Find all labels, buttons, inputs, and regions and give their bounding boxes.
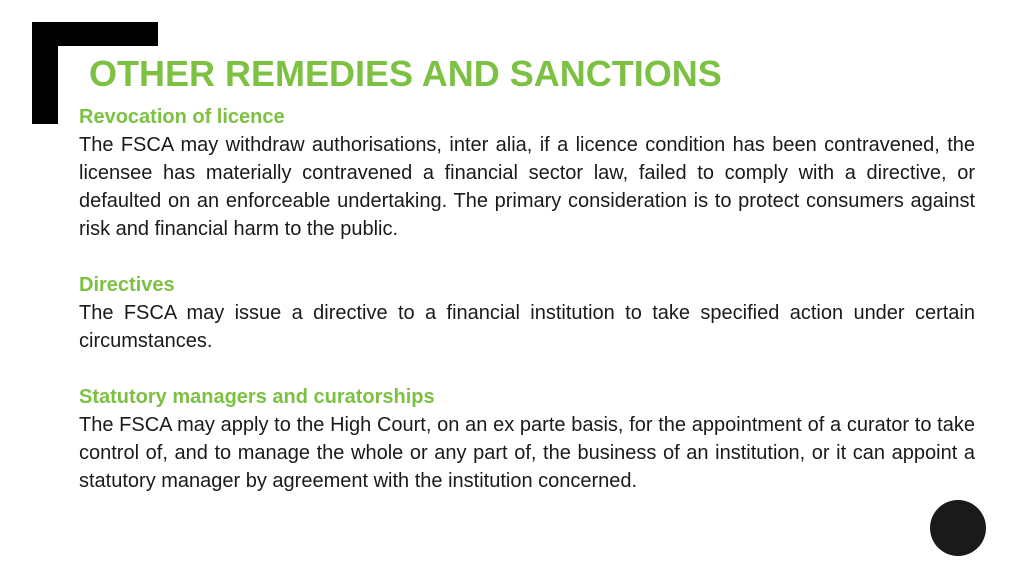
section-heading: Statutory managers and curatorships xyxy=(79,386,435,408)
corner-dot-decoration xyxy=(930,500,986,556)
section-directives xyxy=(79,271,975,355)
section-body: The FSCA may withdraw authorisations, inter alia, if a licence condition has been contravened, the licensee has materially contravened a financial sector law, failed to comply with a directive, or defaulted on an enforceable undertaking. The primary consideration is to protect consumers against risk and financial harm to the public. xyxy=(79,134,975,240)
section-body: The FSCA may apply to the High Court, on an ex parte basis, for the appointment of a curator to take control of, and to manage the whole or any part of, the business of an institution, or it can appoint a statutory manager by agreement with the institution concerned. xyxy=(79,414,975,492)
section-heading: Revocation of licence xyxy=(79,106,285,128)
section-heading: Directives xyxy=(79,274,175,296)
section-statutory-managers xyxy=(79,383,975,495)
section-body: The FSCA may issue a directive to a financial institution to take specified action under certain circumstances. xyxy=(79,302,975,352)
corner-bracket-decoration-vertical xyxy=(32,22,58,124)
slide-content xyxy=(79,103,975,523)
slide-title: OTHER REMEDIES AND SANCTIONS xyxy=(89,53,722,94)
section-revocation-of-licence xyxy=(79,103,975,243)
